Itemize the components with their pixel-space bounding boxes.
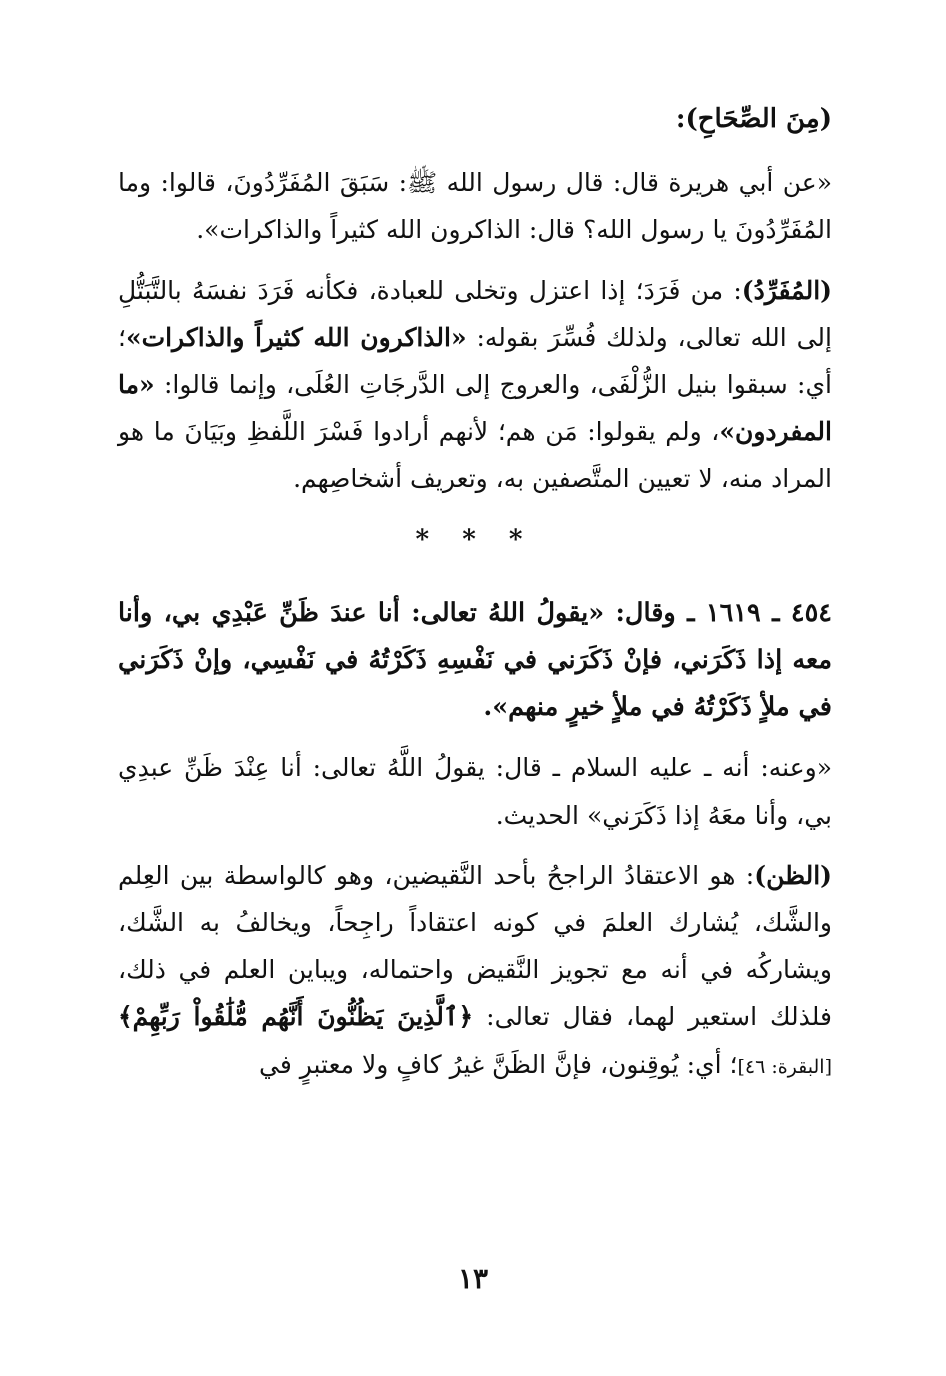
commentary-text-b: ؛ أي: سبقوا بنيل الزُّلْفَى، والعروج إلى الدَّرجَاتِ العُلَى، وإنما قالوا: [118, 322, 832, 400]
commentary-zann-b: ؛ أي: يُوقِنون، فإنَّ الظَنَّ غيرُ كافٍ ولا معتبرٍ في [258, 1049, 738, 1079]
quote-dhakirun: «الذاكرون الله كثيراً والذاكرات» [125, 322, 467, 352]
commentary-text-c: ، ولم يقولوا: مَن هم؛ لأنهم أرادوا فَسْرَ اللَّفظِ وبَيَانَ ما هو المراد منه، لا تعيين المتَّصفين به، وتعريف أشخاصِهم. [118, 417, 832, 494]
commentary-paragraph-zann [118, 852, 832, 1091]
section-divider-stars: * * * [415, 524, 535, 555]
commentary-text-a: : من فَرَدَ؛ إذا اعتزل وتخلى للعبادة، فكأنه فَرَدَ نفسَهُ بالتَّبَتُّلِ إلى الله تعالى، ولذلك فُسِّرَ بقوله: [118, 275, 832, 352]
commentary-paragraph-mufarrid [118, 267, 832, 503]
section-heading: (مِنَ الصِّحَاحِ): [675, 104, 832, 134]
paragraph-gap [118, 731, 832, 744]
quran-reference: [البقرة: ٤٦] [737, 1055, 832, 1078]
hadith-454: ٤٥٤ ـ ١٦١٩ ـ وقال: «يقولُ اللهُ تعالى: أنا عندَ ظَنِّ عَبْدِي بي، وأنا معه إذا ذَكَرَني، فإنْ ذَكَرَني في نَفْسِهِ ذَكَرْتُهُ في نَفْسِي، وإنْ ذَكَرَني في ملأٍ ذَكَرْتُهُ في ملأٍ خيرٍ منهم». [118, 597, 832, 723]
commentary-zann-a: : هو الاعتقادُ الراجحُ بأحد النَّقيضين، وهو كالواسطة بين العِلم والشَّك، يُشارك العلمَ في كونه اعتقاداً راجِحاً، ويخالفُ به الشَّك، ويشاركُه في أنه مع تجويز النَّقيض واحتماله، ويباين العلم في ذلك، فلذلك استعير لهما، فقال تعالى: [118, 860, 832, 1032]
paragraph-gap [118, 254, 832, 267]
hadith-paragraph-narration: «وعنه: أنه ـ عليه السلام ـ قال: يقولُ اللَّهُ تعالى: أنا عِنْدَ ظَنِّ عبدِي بي، وأنا معَهُ إذا ذَكَرَني» الحديث. [118, 753, 832, 830]
term-zann: (الظن) [754, 860, 832, 890]
quote-mufarridun: «ما المفردون» [118, 370, 832, 447]
page-number: ١٣ [457, 1262, 489, 1295]
hadith-paragraph-1: «عن أبي هريرة قال: قال رسول الله ﷺ: سَبَقَ المُفَرِّدُونَ، قالوا: وما المُفَرِّدُونَ يا رسول الله؟ قال: الذاكرون الله كثيراً والذاكرات». [118, 168, 832, 245]
paragraph-gap [118, 839, 832, 852]
page-body [118, 92, 832, 1292]
quran-verse: ﴿ٱلَّذِينَ يَظُنُّونَ أَنَّهُم مُّلَٰقُواْ رَبِّهِمْ﴾ [118, 1002, 474, 1032]
term-mufarrid: (المُفَرِّدُ) [741, 275, 832, 305]
